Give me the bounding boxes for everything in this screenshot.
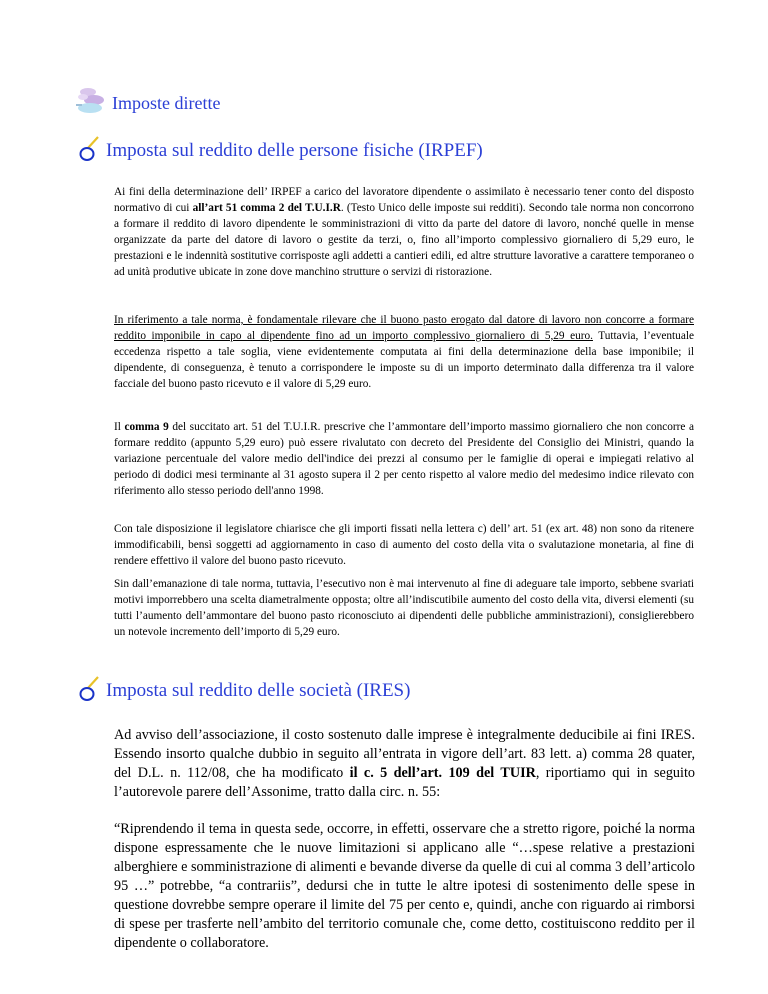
paragraph — [114, 726, 695, 802]
text-run: Con tale disposizione il legislatore chiarisce che gli importi fissati nella lettera c) dell’ art. 51 (ex art. 48) non sono da ritenere immodificabili, bensì soggetti ad aggiornamento in caso di aumento del costo della vita o svalutazione monetaria, al fine di rendere effettivo il valore del buono pasto ricevuto. — [114, 523, 694, 567]
underlined-text: In riferimento a tale norma, è fondamentale rilevare che il buono pasto erogato dal datore di lavoro non concorre a formare reddito imponibile in capo al dipendente fino ad un importo complessivo giornaliero di 5,29 euro. — [114, 314, 694, 342]
text-run: del succitato art. 51 del T.U.I.R. prescrive che l’ammontare dell’importo massimo giornaliero che non concorre a formare reddito (appunto 5,29 euro) può essere rivalutato con decreto del Presidente del Consiglio dei Ministri, quando la variazione percentuale del valore medio dell'indice dei prezzi al consumo per le famiglie di operai e impiegati relativo al periodo di dodici mesi terminante al 31 agosto supera il 2 per cento rispetto al valore medio del medesimo indice rilevato con riferimento allo stesso periodo dell'anno 1998. — [114, 421, 694, 497]
paragraph — [114, 521, 694, 569]
section-title: Imposta sul reddito delle società (IRES) — [106, 680, 411, 701]
bullet-o-icon — [78, 136, 100, 162]
section-heading-ires — [78, 676, 410, 702]
text-run: Ai fini della determinazione dell’ IRPEF a carico del lavoratore dipendente o assimilato è necessario tener conto del disposto normativo di cui — [114, 186, 694, 214]
paragraph — [114, 419, 694, 499]
bold-reference: comma 9 — [124, 421, 169, 433]
text-run: Ad avviso dell’associazione, il costo sostenuto dalle imprese è integralmente deducibile ai fini IRES. Essendo insorto qualche dubbio in seguito all’entrata in vigore dell’art. 83 lett. a) comma 28 quater, del D.L. n. 112/08, che ha modificato — [114, 727, 695, 781]
bold-reference: all’art 51 comma 2 del T.U.I.R — [192, 202, 341, 214]
section-title: Imposta sul reddito delle persone fisiche (IRPEF) — [106, 140, 483, 161]
paragraph — [114, 184, 694, 280]
paragraph — [114, 576, 694, 640]
bold-reference: il c. 5 dell’art. 109 del TUIR — [349, 765, 536, 781]
quoted-text: “Riprendendo il tema in questa sede, occorre, in effetti, osservare che a stretto rigore, poiché la norma dispone espressamente che le nuove limitazioni si applicano alle “…spese relative a prestazioni alberghiere e somministrazione di alimenti e bevande diverse da quelle di cui al comma 3 dell’articolo 95 …” potrebbe, “a contrariis”, dedursi che in tutte le altre ipotesi di sostenimento delle spese in questione dovrebbe sempre operare il limite del 75 per cento e, quindi, anche con riguardo ai rimborsi di spese per trasferte nell’ambito del territorio comunale che, come detto, costituiscono reddito per il dipendente o collaboratore. — [114, 821, 695, 951]
paragraph — [114, 820, 695, 953]
coins-icon — [74, 86, 106, 114]
text-run: . (Testo Unico delle imposte sui redditi). Secondo tale norma non concorrono a formare il reddito di lavoro dipendente le somministrazioni di vitto da parte del datore di lavoro, nonché quelle in mense organizzate da parte del datore di lavoro o gestite da terzi, o, fino all’importo complessivo giornaliero di 5,29 euro, le prestazioni e le indennità sostitutive corrisposte agli addetti a cantieri edili, ed altre strutture lavorative a carattere temporaneo o ad unità produtive ubicate in zone dove manchino strutture o servizi di ristorazione. — [114, 202, 694, 278]
bullet-o-icon — [78, 676, 100, 702]
text-run: Sin dall’emanazione di tale norma, tuttavia, l’esecutivo non è mai intervenuto al fine di adeguare tale importo, sebbene svariati motivi imporrebbero una scelta diametralmente opposta; oltre all’indiscutibile aumento del costo della vita, diversi elementi (su tutti l’aumento dell’ammontare del buono pasto riconosciuto ai dipendenti delle pubbliche amministrazioni), consiglierebbero un notevole incremento dell’importo di 5,29 euro. — [114, 578, 694, 638]
main-heading — [74, 86, 220, 114]
page-title: Imposte dirette — [112, 93, 221, 113]
paragraph — [114, 312, 694, 392]
text-run: Il — [114, 421, 125, 433]
text-run: , riportiamo qui in seguito l’autorevole parere dell’Assonime, tratto dalla circ. n. 55: — [114, 765, 695, 800]
text-run: Tuttavia, l’eventuale eccedenza rispetto a tale soglia, viene evidentemente computata ai fini della determinazione della base imponibile; il dipendente, di conseguenza, è tenuto a corrispondere le imposte su di un importo determinato dalla differenza tra il valore facciale del buono pasto ricevuto e il valore di 5,29 euro. — [114, 330, 694, 390]
section-heading-irpef — [78, 136, 483, 162]
